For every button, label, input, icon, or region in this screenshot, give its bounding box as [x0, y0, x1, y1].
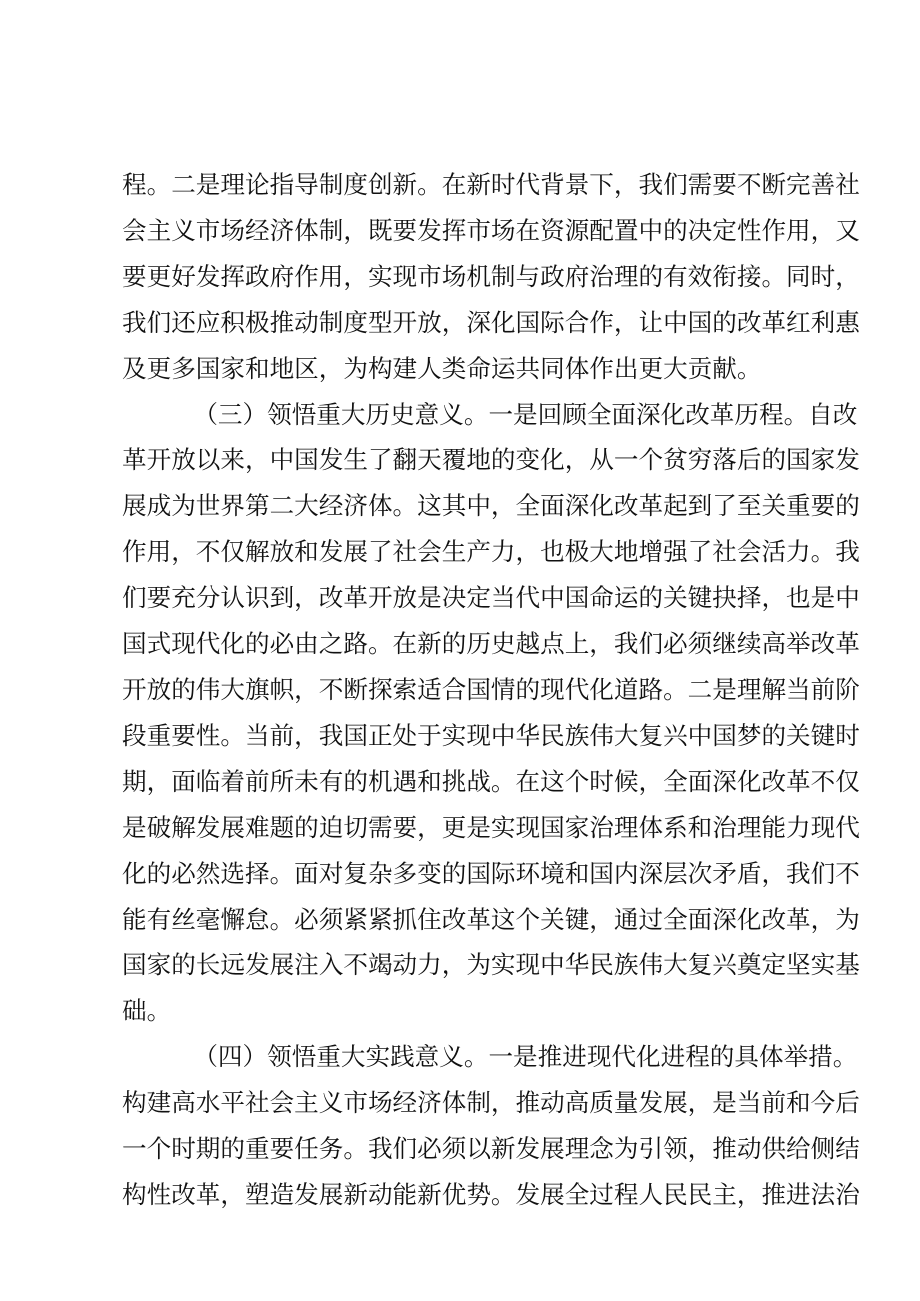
- paragraph: [122, 392, 860, 1035]
- text-line: 国式现代化的必由之路。在新的历史越点上，我们必须继续高举改革: [122, 629, 860, 659]
- text-line: 及更多国家和地区，为构建人类命运共同体作出更大贡献。: [122, 353, 762, 383]
- text-line: 我们还应积极推动制度型开放，深化国际合作，让中国的改革红利惠: [122, 307, 860, 337]
- text-line: 作用，不仅解放和发展了社会生产力，也极大地增强了社会活力。我: [122, 537, 860, 567]
- text-line: （三）领悟重大历史意义。一是回顾全面深化改革历程。自改: [193, 399, 858, 429]
- body-text: [122, 162, 860, 1218]
- text-line: 础。: [122, 996, 172, 1026]
- text-line: 们要充分认识到，改革开放是决定当代中国命运的关键抉择，也是中: [122, 583, 860, 613]
- text-line: 程。二是理论指导制度创新。在新时代背景下，我们需要不断完善社: [122, 170, 860, 199]
- text-line: 能有丝毫懈怠。必须紧紧抓住改革这个关键，通过全面深化改革，为: [122, 904, 860, 934]
- text-line: 要更好发挥政府作用，实现市场机制与政府治理的有效衔接。同时，: [122, 261, 860, 291]
- text-line: （四）领悟重大实践意义。一是推进现代化进程的具体举措。: [193, 1042, 858, 1072]
- text-line: 展成为世界第二大经济体。这其中，全面深化改革起到了至关重要的: [122, 491, 860, 521]
- text-line: 段重要性。当前，我国正处于实现中华民族伟大复兴中国梦的关键时: [122, 720, 860, 750]
- text-line: 构建高水平社会主义市场经济体制，推动高质量发展，是当前和今后: [122, 1088, 860, 1118]
- text-line: 是破解发展难题的迫切需要，更是实现国家治理体系和治理能力现代: [122, 812, 860, 842]
- text-line: 国家的长远发展注入不竭动力，为实现中华民族伟大复兴奠定坚实基: [122, 950, 860, 980]
- text-line: 构性改革，塑造发展新动能新优势。发展全过程人民民主，推进法治: [122, 1179, 860, 1209]
- text-line: 期，面临着前所未有的机遇和挑战。在这个时候，全面深化改革不仅: [122, 766, 860, 796]
- paragraph: [122, 162, 860, 392]
- text-line: 革开放以来，中国发生了翻天覆地的变化，从一个贫穷落后的国家发: [122, 445, 860, 475]
- text-line: 会主义市场经济体制，既要发挥市场在资源配置中的决定性作用，又: [122, 215, 860, 245]
- text-line: 一个时期的重要任务。我们必须以新发展理念为引领，推动供给侧结: [122, 1134, 860, 1164]
- text-line: 化的必然选择。面对复杂多变的国际环境和国内深层次矛盾，我们不: [122, 858, 860, 888]
- text-line: 开放的伟大旗帜，不断探索适合国情的现代化道路。二是理解当前阶: [122, 674, 860, 704]
- paragraph: [122, 1034, 860, 1218]
